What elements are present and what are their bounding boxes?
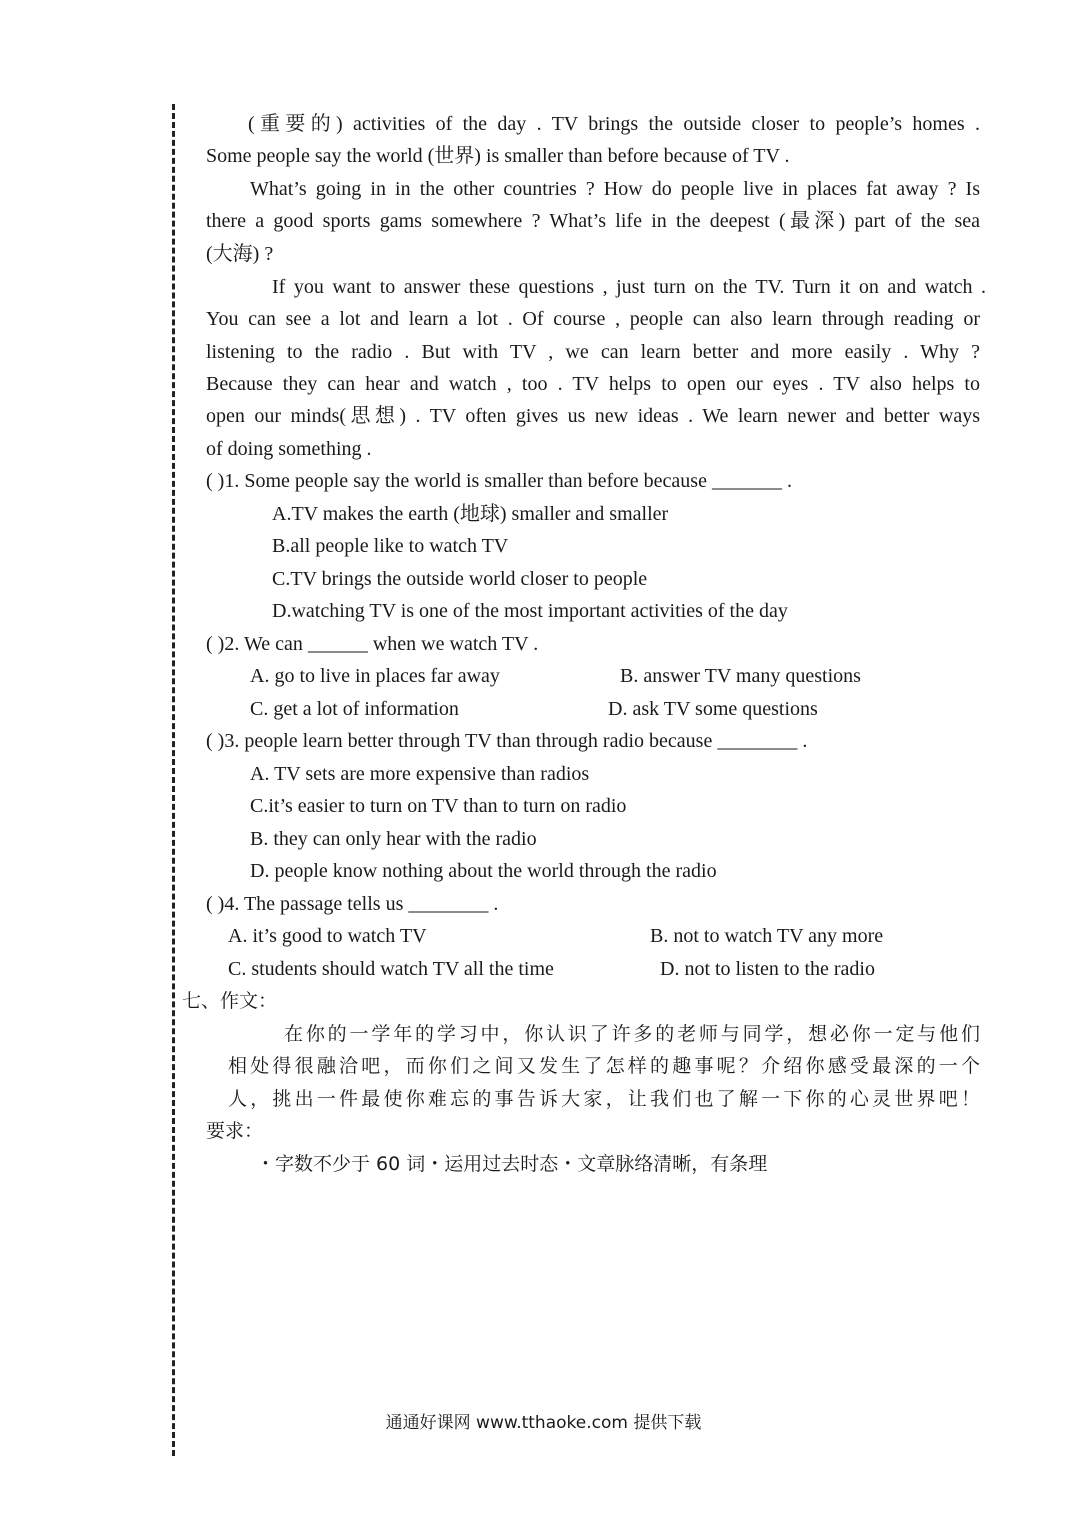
requirements-text: ・字数不少于 60 词・运用过去时态・文章脉络清晰，有条理	[256, 1153, 768, 1175]
passage-line: Some people say the world (世界) is smaller than before because of TV .	[206, 145, 790, 167]
passage-line: of doing something .	[206, 438, 372, 460]
question-option: B.all people like to watch TV	[272, 535, 509, 557]
passage-line: (大海) ?	[206, 243, 274, 265]
writing-prompt-line: 相处得很融洽吧，而你们之间又发生了怎样的趣事呢？介绍你感受最深的一个	[228, 1055, 980, 1077]
question-option: A.TV makes the earth (地球) smaller and smaller	[272, 503, 669, 525]
question-option: B. they can only hear with the radio	[250, 828, 537, 850]
question-stem-2: ( )2. We can ______ when we watch TV .	[206, 633, 539, 655]
passage-line: there a good sports gams somewhere ? What’s life in the deepest (最深) part of the sea	[206, 210, 980, 232]
writing-prompt-line: 人，挑出一件最使你难忘的事告诉大家，让我们也了解一下你的心灵世界吧！	[228, 1088, 980, 1110]
passage-line: listening to the radio . But with TV , we can learn better and more easily . Why ?	[206, 341, 980, 363]
passage-line: What’s going in in the other countries ? How do people live in places fat away ? Is	[250, 178, 980, 200]
passage-line: If you want to answer these questions , just turn on the TV. Turn it on and watch .	[272, 276, 986, 298]
passage-line: (重要的) activities of the day . TV brings the outside closer to people’s homes .	[248, 113, 980, 135]
question-option: D. ask TV some questions	[608, 698, 818, 720]
passage-line: You can see a lot and learn a lot . Of course , people can also learn through reading or	[206, 308, 980, 330]
question-option: D. people know nothing about the world through the radio	[250, 860, 717, 882]
question-option: C.it’s easier to turn on TV than to turn on radio	[250, 795, 627, 817]
requirements-label: 要求：	[206, 1120, 264, 1142]
question-option: D.watching TV is one of the most important activities of the day	[272, 600, 788, 622]
question-option: A. it’s good to watch TV	[228, 925, 427, 947]
question-option: B. not to watch TV any more	[650, 925, 884, 947]
passage-line: open our minds(思想) . TV often gives us new ideas . We learn newer and better ways	[206, 405, 980, 427]
question-option: C. get a lot of information	[250, 698, 459, 720]
passage-line: Because they can hear and watch , too . TV helps to open our eyes . TV also helps to	[206, 373, 980, 395]
question-stem-3: ( )3. people learn better through TV than through radio because ________ .	[206, 730, 808, 752]
question-option: C. students should watch TV all the time	[228, 958, 554, 980]
question-option: A. go to live in places far away	[250, 665, 500, 687]
question-stem-4: ( )4. The passage tells us ________ .	[206, 893, 499, 915]
question-option: C.TV brings the outside world closer to people	[272, 568, 648, 590]
page-footer: 通通好课网 www.tthaoke.com 提供下载	[385, 1413, 702, 1433]
question-option: D. not to listen to the radio	[660, 958, 875, 980]
writing-heading: 七、作文：	[182, 990, 278, 1012]
question-option: A. TV sets are more expensive than radios	[250, 763, 590, 785]
question-stem-1: ( )1. Some people say the world is smaller than before because _______ .	[206, 470, 792, 492]
question-option: B. answer TV many questions	[620, 665, 861, 687]
writing-prompt-line: 在你的一学年的学习中，你认识了许多的老师与同学，想必你一定与他们	[284, 1023, 980, 1045]
